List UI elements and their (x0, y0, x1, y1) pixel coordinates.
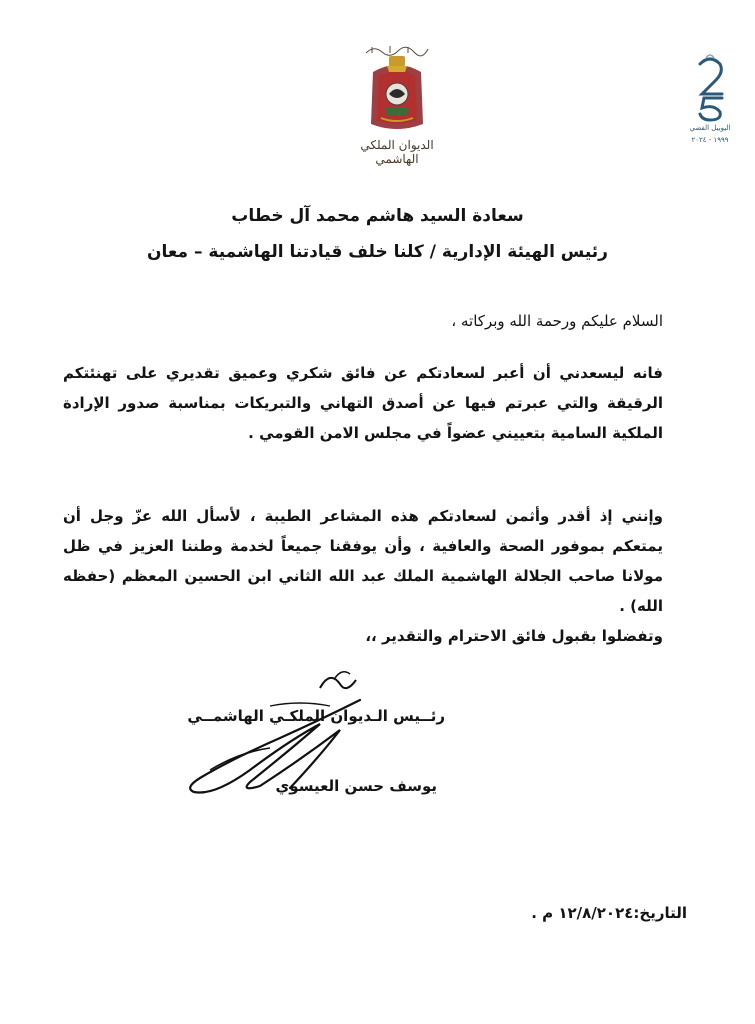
body-paragraph-1: فانه ليسعدني أن أعبر لسعادتكم عن فائق شكري وعميق تقديري على تهنئتكم الرقيقة والتي عبرتم فيها عن أصدق التهاني والتبريكات بمناسبة صدور الإرادة الملكية السامية بتعييني عضواً في مجلس الامن القومي . (63, 364, 663, 442)
recipient-name: سعادة السيد هاشم محمد آل خطاب (231, 206, 524, 226)
greeting: السلام عليكم ورحمة الله وبركاته ، (451, 312, 663, 330)
letter-date: التاريخ:١٢/٨/٢٠٢٤ م . (531, 904, 687, 922)
signatory-name: يوسف حسن العيسوي (275, 777, 437, 795)
jubilee-25-icon (676, 54, 744, 122)
jubilee-years: ١٩٩٩ - ٢٠٢٤ (691, 136, 729, 144)
coat-of-arms-icon (367, 54, 427, 136)
recipient-title: رئيس الهيئة الإدارية / كلنا خلف قيادتنا الهاشمية – معان (147, 242, 608, 262)
royal-emblem (342, 38, 452, 168)
jubilee-caption: اليوبيل الفضي (689, 124, 731, 132)
signatory-title: رئــيس الـديوان الملكـي الهاشمــي (187, 707, 445, 725)
closing-line: وتفضلوا بقبول فائق الاحترام والتقدير ،، (365, 627, 663, 645)
royal-court-caption: الديوان الملكي الهاشمي (360, 138, 434, 166)
silver-jubilee-logo (676, 54, 744, 164)
body-paragraph-2: وإنني إذ أقدر وأثمن لسعادتكم هذه المشاعر الطيبة ، لأسأل الله عزّ وجل أن يمتعكم بموفور الصحة والعافية ، وأن يوفقنا جميعاً لخدمة وطننا العزيز في ظل مولانا صاحب الجلالة الهاشمية الملك عبد الله الثاني ابن الحسين المعظم (حفظه الله) . (63, 507, 663, 615)
